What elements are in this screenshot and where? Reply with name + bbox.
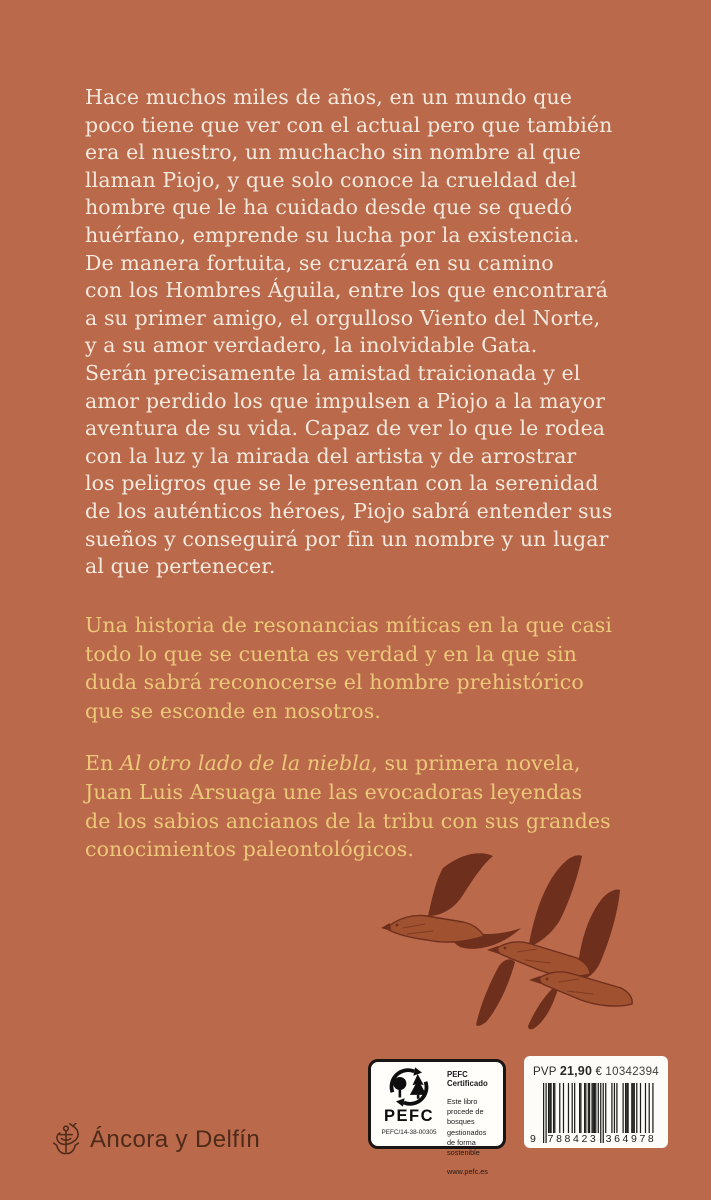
note-intro: En: [85, 751, 114, 775]
publisher-name: Áncora y Delfín: [90, 1126, 261, 1153]
ean-barcode: [530, 1083, 661, 1145]
ean-digit-lead: 9: [530, 1132, 536, 1145]
text-line: los peligros que se le presentan con la serenidad: [85, 471, 599, 496]
euro-sign: €: [595, 1066, 603, 1078]
text-line: Hace muchos miles de años, en un mundo que: [85, 85, 573, 109]
ean-digits-right: 364978: [605, 1132, 657, 1145]
text-line: que se esconde en nosotros.: [85, 698, 381, 723]
text-line: de forma sostenible: [447, 1137, 480, 1158]
text-line: hombre que le ha cuidado desde que se quedó: [85, 195, 573, 220]
pefc-text-block: [441, 1067, 497, 1177]
text-line: sueños y conseguirá por fin un nombre y un lugar: [85, 526, 609, 551]
publisher-imprint: [50, 1120, 260, 1160]
pefc-logo-block: [377, 1067, 441, 1142]
book-title: Al otro lado de la niebla: [120, 751, 372, 775]
text-line: conocimientos paleontológicos.: [85, 837, 414, 862]
text-line: Una historia de resonancias míticas en la que casi: [85, 613, 613, 637]
pefc-website: www.pefc.es: [447, 1167, 488, 1177]
note-suffix: , su primera novela,: [371, 751, 581, 775]
text-line: [85, 749, 611, 778]
text-line: con los Hombres Águila, entre los que encontrará: [85, 278, 609, 303]
text-line: amor perdido los que impulsen a Piojo a la mayor: [85, 388, 606, 413]
text-line: De manera fortuita, se cruzará en su camino: [85, 250, 554, 275]
price-value: PVP 21,90 €: [533, 1064, 603, 1078]
text-line: con la luz y la mirada del artista y de arrostrar: [85, 443, 577, 468]
pefc-certification-label: [368, 1059, 506, 1177]
text-line: y a su amor verdadero, la inolvidable Gata.: [85, 333, 538, 358]
text-line: Serán precisamente la amistad traicionada y el: [85, 360, 581, 385]
text-line: era el nuestro, un muchacho sin nombre al que: [85, 140, 581, 165]
product-code: 10342394: [605, 1066, 659, 1078]
ean-digits-left: 788423: [547, 1132, 599, 1145]
ancora-delfin-emblem-icon: [50, 1123, 82, 1157]
text-line: llaman Piojo, y que solo conoce la crueldad del: [85, 167, 577, 192]
text-line: poco tiene que ver con el actual pero que también: [85, 112, 613, 137]
pefc-cert-code: PEFC/14-38-00305: [381, 1128, 437, 1136]
text-line: aventura de su vida. Capaz de ver lo que le rodea: [85, 416, 606, 441]
pefc-description: [447, 1097, 497, 1158]
pefc-logo-icon: [386, 1067, 432, 1107]
text-line: de los sabios ancianos de la tribu con sus grandes: [85, 808, 611, 833]
review-paragraph: [85, 611, 612, 725]
flying-birds-illustration: [381, 846, 666, 1031]
text-line: bosques gestionados: [447, 1117, 487, 1137]
pefc-logo-text: PEFC: [383, 1107, 434, 1125]
pefc-title: PEFC Certificado: [447, 1070, 488, 1088]
text-line: de los auténticos héroes, Piojo sabrá entender sus: [85, 498, 613, 523]
text-line: al que pertenecer.: [85, 554, 276, 579]
synopsis-paragraph: [85, 84, 613, 581]
text-line: a su primer amigo, el orgulloso Viento del Norte,: [85, 305, 601, 330]
text-line: todo lo que se cuenta es verdad y en la que sin: [85, 641, 577, 666]
text-line: Juan Luis Arsuaga une las evocadoras leyendas: [85, 779, 583, 804]
barcode-label: [524, 1056, 668, 1148]
text-line: huérfano, emprende su lucha por la existencia.: [85, 222, 580, 247]
text-line: duda sabrá reconocerse el hombre prehistórico: [85, 670, 584, 695]
text-line: Este libro procede de: [447, 1097, 484, 1117]
price-row: [524, 1056, 668, 1078]
